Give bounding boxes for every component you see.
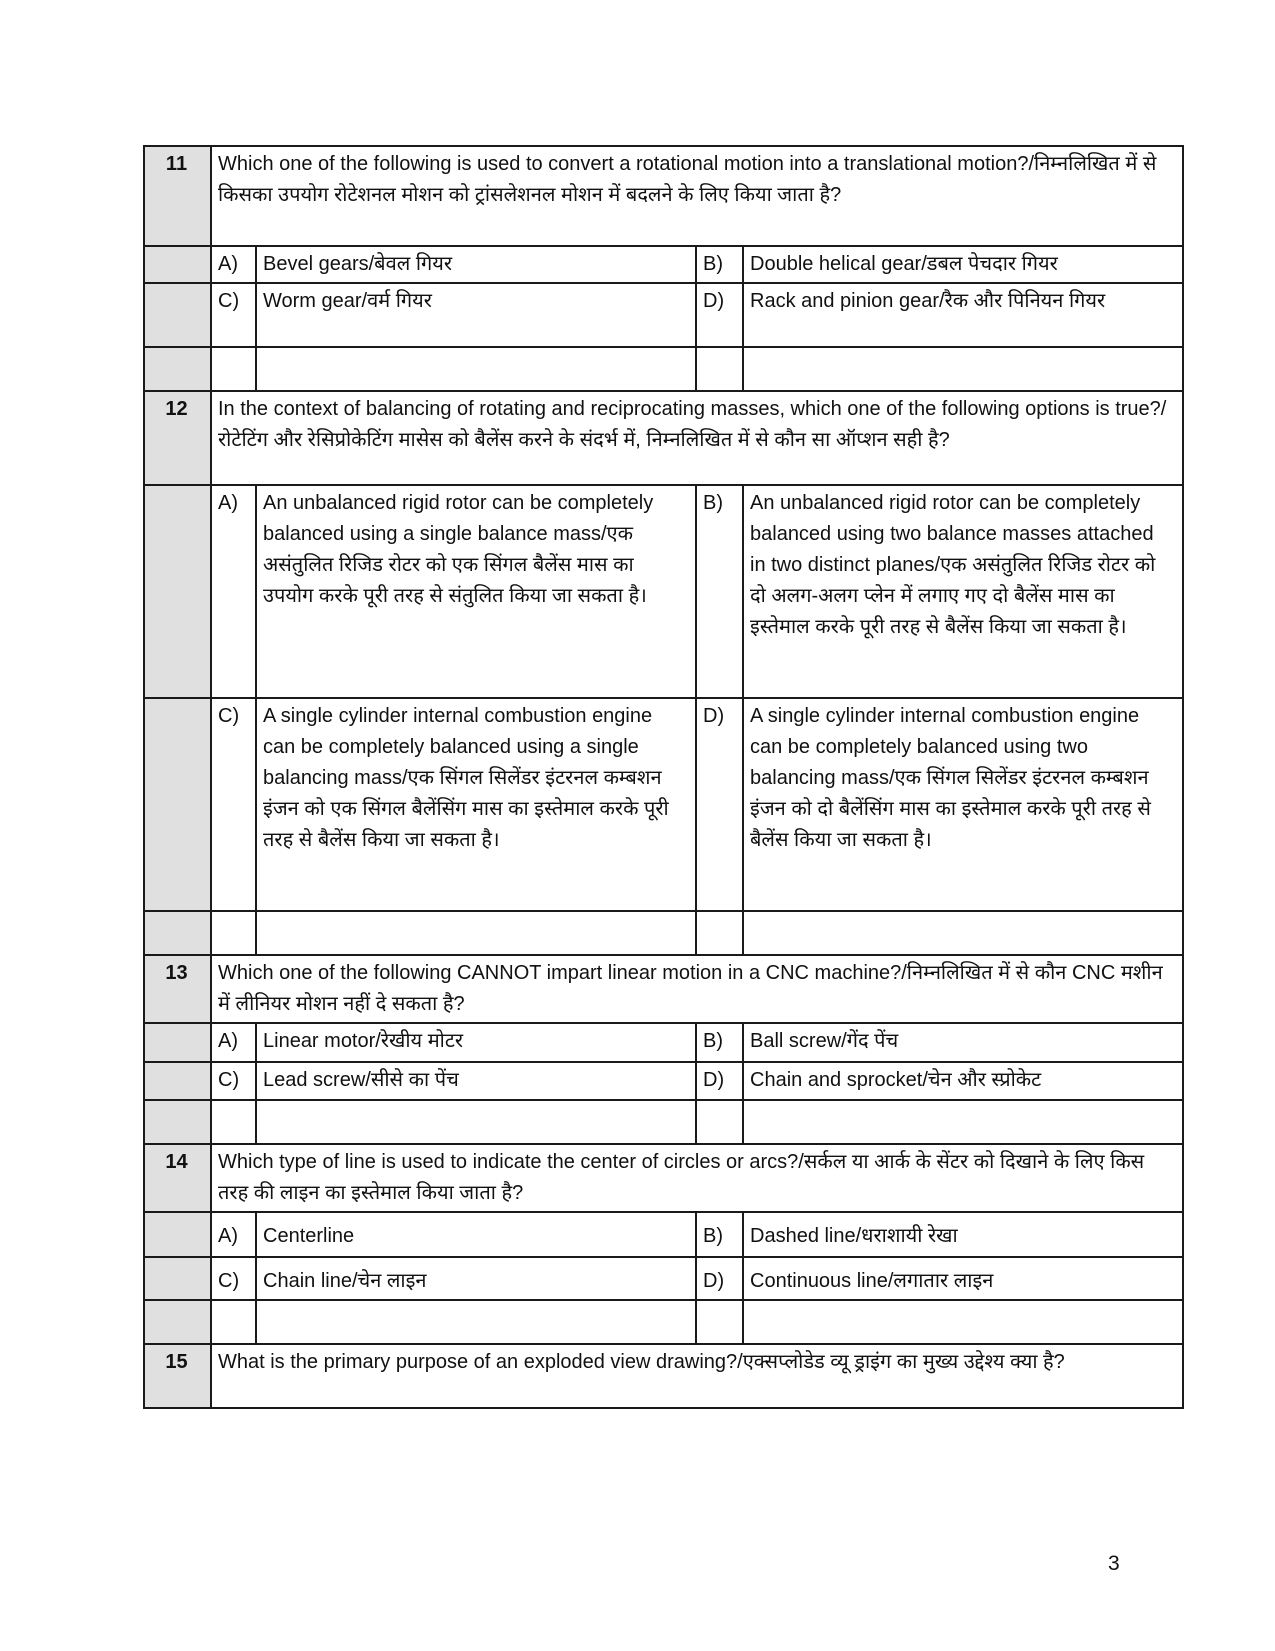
- option-c-text: Chain line/चेन लाइन: [256, 1257, 696, 1300]
- option-c-label: C): [211, 283, 256, 347]
- option-d-text: A single cylinder internal combustion engine can be completely balanced using two balancing mass/एक सिंगल सिलेंडर इंटरनल कम्बशन इंजन को दो बैलेंसिंग मास का इस्तेमाल करके पूरी तरह से बैलेंस किया जा सकता है।: [743, 698, 1183, 911]
- option-b-label: B): [696, 1212, 743, 1257]
- option-b-text: Double helical gear/डबल पेचदार गियर: [743, 246, 1183, 283]
- question-14-options-ab-row: [144, 1212, 1183, 1257]
- option-b-text: An unbalanced rigid rotor can be completely balanced using two balance masses attached in two distinct planes/एक असंतुलित रिजिड रोटर को दो अलग-अलग प्लेन में लगाए गए दो बैलेंस मास का इस्तेमाल करके पूरी तरह से बैलेंस किया जा सकता है।: [743, 485, 1183, 698]
- option-d-label: D): [696, 283, 743, 347]
- question-12-number: 12: [144, 391, 211, 485]
- empty-cell: [256, 1300, 696, 1344]
- empty-cell: [743, 1100, 1183, 1144]
- number-column-cell: [144, 283, 211, 347]
- option-a-label: A): [211, 1023, 256, 1062]
- empty-cell: [743, 347, 1183, 391]
- question-15-number: 15: [144, 1344, 211, 1408]
- number-column-cell: [144, 1100, 211, 1144]
- option-c-text: Worm gear/वर्म गियर: [256, 283, 696, 347]
- number-column-cell: [144, 1257, 211, 1300]
- question-11-options-cd-row: [144, 283, 1183, 347]
- question-13-number: 13: [144, 955, 211, 1023]
- spacer-row: [144, 1300, 1183, 1344]
- option-d-text: Rack and pinion gear/रैक और पिनियन गियर: [743, 283, 1183, 347]
- question-12-options-ab-row: [144, 485, 1183, 698]
- empty-cell: [696, 911, 743, 955]
- empty-cell: [211, 1300, 256, 1344]
- spacer-row: [144, 911, 1183, 955]
- empty-cell: [256, 347, 696, 391]
- empty-cell: [256, 1100, 696, 1144]
- spacer-row: [144, 347, 1183, 391]
- option-a-label: A): [211, 485, 256, 698]
- question-13-row: [144, 955, 1183, 1023]
- question-15-row: [144, 1344, 1183, 1408]
- number-column-cell: [144, 1023, 211, 1062]
- option-d-label: D): [696, 698, 743, 911]
- option-c-text: A single cylinder internal combustion engine can be completely balanced using a single balancing mass/एक सिंगल सिलेंडर इंटरनल कम्बशन इंजन को एक सिंगल बैलेंसिंग मास का इस्तेमाल करके पूरी तरह से बैलेंस किया जा सकता है।: [256, 698, 696, 911]
- question-11-options-ab-row: [144, 246, 1183, 283]
- option-d-text: Continuous line/लगातार लाइन: [743, 1257, 1183, 1300]
- option-c-label: C): [211, 1062, 256, 1100]
- option-b-label: B): [696, 1023, 743, 1062]
- empty-cell: [211, 1100, 256, 1144]
- empty-cell: [696, 1100, 743, 1144]
- empty-cell: [696, 1300, 743, 1344]
- question-13-options-ab-row: [144, 1023, 1183, 1062]
- option-d-text: Chain and sprocket/चेन और स्प्रोकेट: [743, 1062, 1183, 1100]
- question-12-row: [144, 391, 1183, 485]
- number-column-cell: [144, 1300, 211, 1344]
- option-a-text: Centerline: [256, 1212, 696, 1257]
- number-column-cell: [144, 347, 211, 391]
- question-table: [143, 145, 1184, 1409]
- empty-cell: [743, 1300, 1183, 1344]
- option-c-text: Lead screw/सीसे का पेंच: [256, 1062, 696, 1100]
- option-b-text: Ball screw/गेंद पेंच: [743, 1023, 1183, 1062]
- empty-cell: [256, 911, 696, 955]
- question-12-options-cd-row: [144, 698, 1183, 911]
- question-13-options-cd-row: [144, 1062, 1183, 1100]
- number-column-cell: [144, 1062, 211, 1100]
- option-c-label: C): [211, 698, 256, 911]
- number-column-cell: [144, 911, 211, 955]
- number-column-cell: [144, 485, 211, 698]
- option-a-text: Linear motor/रेखीय मोटर: [256, 1023, 696, 1062]
- empty-cell: [696, 347, 743, 391]
- empty-cell: [211, 347, 256, 391]
- option-a-text: Bevel gears/बेवल गियर: [256, 246, 696, 283]
- empty-cell: [743, 911, 1183, 955]
- question-12-text: In the context of balancing of rotating and reciprocating masses, which one of the following options is true?/रोटेटिंग और रेसिप्रोकेटिंग मासेस को बैलेंस करने के संदर्भ में, निम्नलिखित में से कौन सा ऑप्शन सही है?: [211, 391, 1183, 485]
- option-d-label: D): [696, 1062, 743, 1100]
- question-11-row: [144, 146, 1183, 246]
- number-column-cell: [144, 246, 211, 283]
- question-15-text: What is the primary purpose of an exploded view drawing?/एक्सप्लोडेड व्यू ड्राइंग का मुख्य उद्देश्य क्या है?: [211, 1344, 1183, 1408]
- empty-cell: [211, 911, 256, 955]
- question-13-text: Which one of the following CANNOT impart linear motion in a CNC machine?/निम्नलिखित में से कौन CNC मशीन में लीनियर मोशन नहीं दे सकता है?: [211, 955, 1183, 1023]
- question-14-number: 14: [144, 1144, 211, 1212]
- option-d-label: D): [696, 1257, 743, 1300]
- option-a-label: A): [211, 1212, 256, 1257]
- option-a-text: An unbalanced rigid rotor can be completely balanced using a single balance mass/एक असंतुलित रिजिड रोटर को एक सिंगल बैलेंस मास का उपयोग करके पूरी तरह से संतुलित किया जा सकता है।: [256, 485, 696, 698]
- question-14-text: Which type of line is used to indicate the center of circles or arcs?/सर्कल या आर्क के सेंटर को दिखाने के लिए किस तरह की लाइन का इस्तेमाल किया जाता है?: [211, 1144, 1183, 1212]
- page-number: 3: [1108, 1552, 1120, 1575]
- option-b-text: Dashed line/धराशायी रेखा: [743, 1212, 1183, 1257]
- question-11-text: Which one of the following is used to convert a rotational motion into a translational motion?/निम्नलिखित में से किसका उपयोग रोटेशनल मोशन को ट्रांसलेशनल मोशन में बदलने के लिए किया जाता है?: [211, 146, 1183, 246]
- option-b-label: B): [696, 246, 743, 283]
- number-column-cell: [144, 1212, 211, 1257]
- number-column-cell: [144, 698, 211, 911]
- question-11-number: 11: [144, 146, 211, 246]
- option-a-label: A): [211, 246, 256, 283]
- question-14-row: [144, 1144, 1183, 1212]
- option-b-label: B): [696, 485, 743, 698]
- question-14-options-cd-row: [144, 1257, 1183, 1300]
- option-c-label: C): [211, 1257, 256, 1300]
- spacer-row: [144, 1100, 1183, 1144]
